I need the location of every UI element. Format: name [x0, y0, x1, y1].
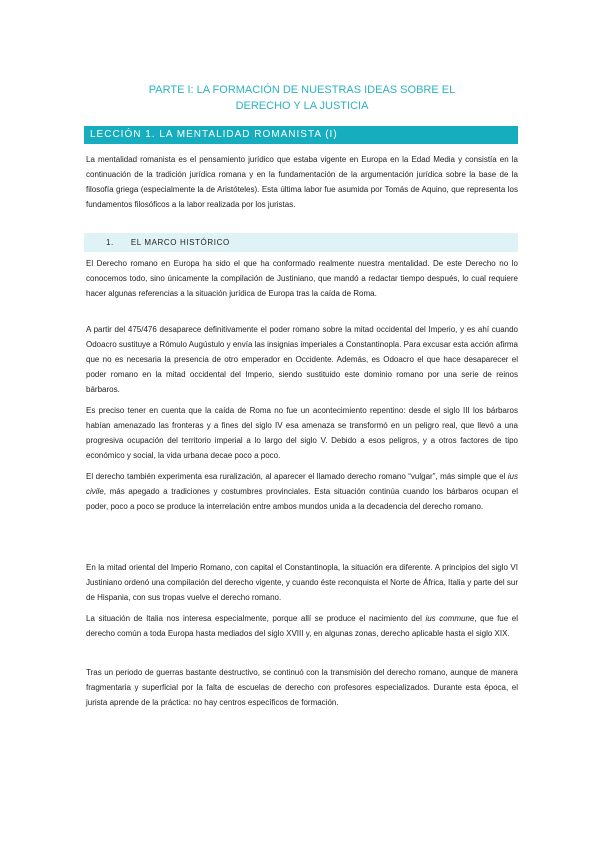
paragraph-7: Tras un periodo de guerras bastante destructivo, se continuó con la transmisión del derecho romano, aunque de manera fragmentaria y superficial por la falta de escuelas de derecho con profesores especializados. Durante esta época, el jurista aprende de la práctica: no hay centros específicos de formación.	[86, 668, 518, 707]
paragraph-4-italic: ius civile	[86, 472, 518, 496]
paragraph-5: En la mitad oriental del Imperio Romano, con capital el Constantinopla, la situación era diferente. A principios del siglo VI Justiniano ordenó una compilación del derecho vigente, y cuando éste reconquista el Norte de África, Italia y parte del sur de Hispania, con sus tropas vuelve el derecho romano.	[86, 563, 518, 602]
part-title-line-2: DERECHO Y LA JUSTICIA	[235, 100, 369, 112]
section-number: 1.	[106, 238, 114, 247]
section-title: EL MARCO HISTÓRICO	[130, 238, 230, 247]
part-title-line-1: PARTE I: LA FORMACIÓN DE NUESTRAS IDEAS SOBRE EL	[148, 84, 456, 96]
paragraph-4	[86, 469, 518, 514]
paragraph-6-text-a: La situación de Italia nos interesa especialmente, porque allí se produce el nacimiento del	[86, 614, 426, 623]
paragraph-6-text-b: , que fue el derecho común a toda Europa hasta mediados del siglo XVIII y, en algunas zonas, derecho aplicable hasta el siglo XIX.	[86, 614, 518, 638]
paragraph-2: A partir del 475/476 desaparece definitivamente el poder romano sobre la mitad occidental del Imperio, y es ahí cuando Odoacro sustituye a Rómulo Augústulo y envía las insignias imperiales a Constantinopla. Para excusar esta acción afirma que no es necesaria la presencia de otro emperador en Occidente. Además, es Odoacro el que hace desaparecer el poder romano en la mitad occidental del Imperio, siendo sustituido este dominio romano por una serie de reinos bárbaros.	[86, 325, 518, 394]
lesson-title-bar	[84, 126, 518, 144]
paragraph-3: Es preciso tener en cuenta que la caída de Roma no fue un acontecimiento repentino: desde el siglo III los bárbaros habían amenazado las fronteras y a fines del siglo IV esa amenaza se transformó en un peligro real, que llevó a una progresiva ocupación del territorio imperial a lo largo del siglo V. Debido a esos peligros, y a otros factores de tipo económico y social, la vida urbana decae poco a poco.	[86, 406, 518, 460]
section-heading	[84, 233, 518, 252]
paragraph-6-italic: ius commune	[425, 614, 475, 623]
paragraph-6	[86, 611, 518, 641]
lesson-title: LECCIÓN 1. LA MENTALIDAD ROMANISTA (I)	[90, 129, 338, 140]
intro-paragraph: La mentalidad romanista es el pensamiento jurídico que estaba vigente en Europa en la Edad Media y consistía en la continuación de la tradición jurídica romana y en la fundamentación de la argumentación jurídica sobre la base de la filosofía griega (especialmente la de Aristóteles). Esta última labor fue asumida por Tomás de Aquino, que representa los fundamentos filosóficos a la labor realizada por los juristas.	[86, 155, 518, 209]
paragraph-4-text-b: , más apegado a tradiciones y costumbres provinciales. Esta situación continúa cuando los bárbaros ocupan el poder, poco a poco se produce la interrelación entre ambos mundos unida a la decadencia del derecho romano.	[86, 487, 518, 511]
part-title	[86, 82, 518, 114]
paragraph-1: El Derecho romano en Europa ha sido el que ha conformado realmente nuestra mentalidad. De este Derecho no lo conocemos todo, sino únicamente la compilación de Justiniano, que mandó a redactar tiempo después, lo cual requiere hacer algunas referencias a la situación jurídica de Europa tras la caída de Roma.	[86, 259, 518, 298]
paragraph-4-text-a: El derecho también experimenta esa ruralización, al aparecer el llamado derecho romano “vulgar”, más simple que el	[86, 472, 508, 481]
